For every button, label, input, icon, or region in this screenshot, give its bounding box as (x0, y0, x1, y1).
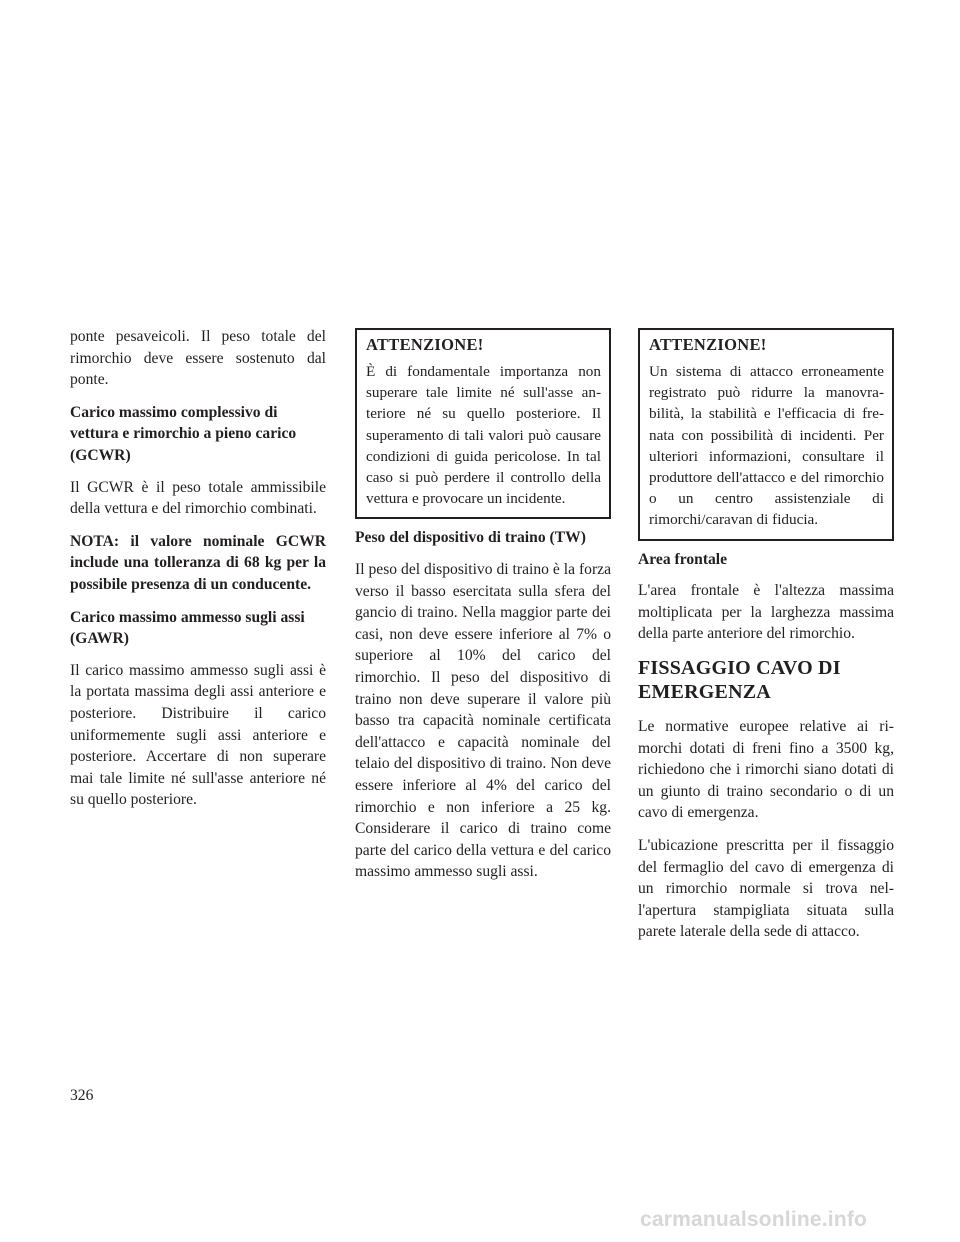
tw-paragraph: Il peso del dispositivo di traino è la forza verso il basso esercitata sulla sfera del gancio di traino. Nella maggior parte dei casi, non deve essere inferiore al 7% o superiore al 10% del carico del rimorchio. Il peso del dispositivo di traino non deve superare il valore più basso tra capacità nominale certificata dell'attacco e capacità nominale del telaio del dispositivo di traino. Non deve essere inferiore al 4% del carico del rimorchio e non inferiore a 25 kg. Considerare il carico di traino come parte del carico della vettura e del carico massimo ammesso sugli assi. (355, 561, 611, 881)
gcwr-heading: Carico massimo complessivo di vettura e rimorchio a pieno carico (GCWR) (70, 403, 297, 464)
warning-title: ATTENZIONE! (649, 335, 767, 354)
tw-heading: Peso del dispositivo di traino (TW) (355, 529, 586, 547)
emergency-paragraph-1: Le normative europee relative ai rimorchi dotati di freni fino a 3500 kg, richiedono che i rimorchi siano dotati di un giunto di traino secondario o di un cavo di emergenza. (638, 718, 894, 822)
emergency-paragraph-2: L'ubicazione prescritta per il fissaggio del fermaglio del cavo di emergenza di un rimorchio normale si trova nell'apertura stampigliata situata sulla parete laterale della sede di attacco. (638, 836, 894, 941)
watermark: carmanualsonline.info (640, 1208, 868, 1231)
warning-title: ATTENZIONE! (366, 335, 484, 354)
area-paragraph: L'area frontale è l'altezza massima moltiplicata per la larghezza massima della parte anteriore del rimorchio. (638, 582, 894, 643)
gawr-heading: Carico massimo ammesso sugli assi (GAWR) (70, 608, 305, 648)
warning-text: Un sistema di attacco erroneamente registrato può ridurre la manovrabilità, la stabilità e l'efficacia di frenata con possibilità di incidenti. Per ulteriori informazioni, consultare il produttore dell'attacco e del rimorchio o un centro assistenziale di rimorchi/caravan di fiducia. (649, 363, 884, 529)
gcwr-paragraph: Il GCWR è il peso totale ammissibile della vettura e del rimorchio combinati. (70, 478, 326, 518)
page-number: 326 (70, 1087, 94, 1104)
area-heading: Area frontale (638, 550, 728, 568)
intro-paragraph: ponte pesaveicoli. Il peso totale del rimorchio deve essere sostenuto dal ponte. (70, 328, 326, 389)
warning-text: È di fondamentale importanza non superare tale limite né sull'asse anteriore né su quello posteriore. Il superamento di tali valori può causare condizioni di guida pericolose. In tal caso si può perdere il controllo della vettura e provocare un incidente. (366, 363, 601, 508)
warning-box (355, 328, 611, 519)
text-column-left (70, 326, 326, 822)
gawr-paragraph: Il carico massimo ammesso sugli assi è la portata massima degli assi anteriore e posteriore. Distribuire il carico uniformemente sugli assi anteriore e posteriore. Accertare di non superare mai tale limite né sull'asse anteriore né su quello posteriore. (70, 661, 326, 809)
warning-box (638, 328, 894, 541)
text-column-middle (355, 326, 611, 894)
note-paragraph: NOTA: il valore nominale GCWR include una tolleranza di 68 kg per la possibile presenza di un conducente. (70, 532, 326, 593)
section-title: FISSAGGIO CAVO DI EMERGENZA (638, 657, 841, 703)
text-column-right (638, 326, 894, 954)
